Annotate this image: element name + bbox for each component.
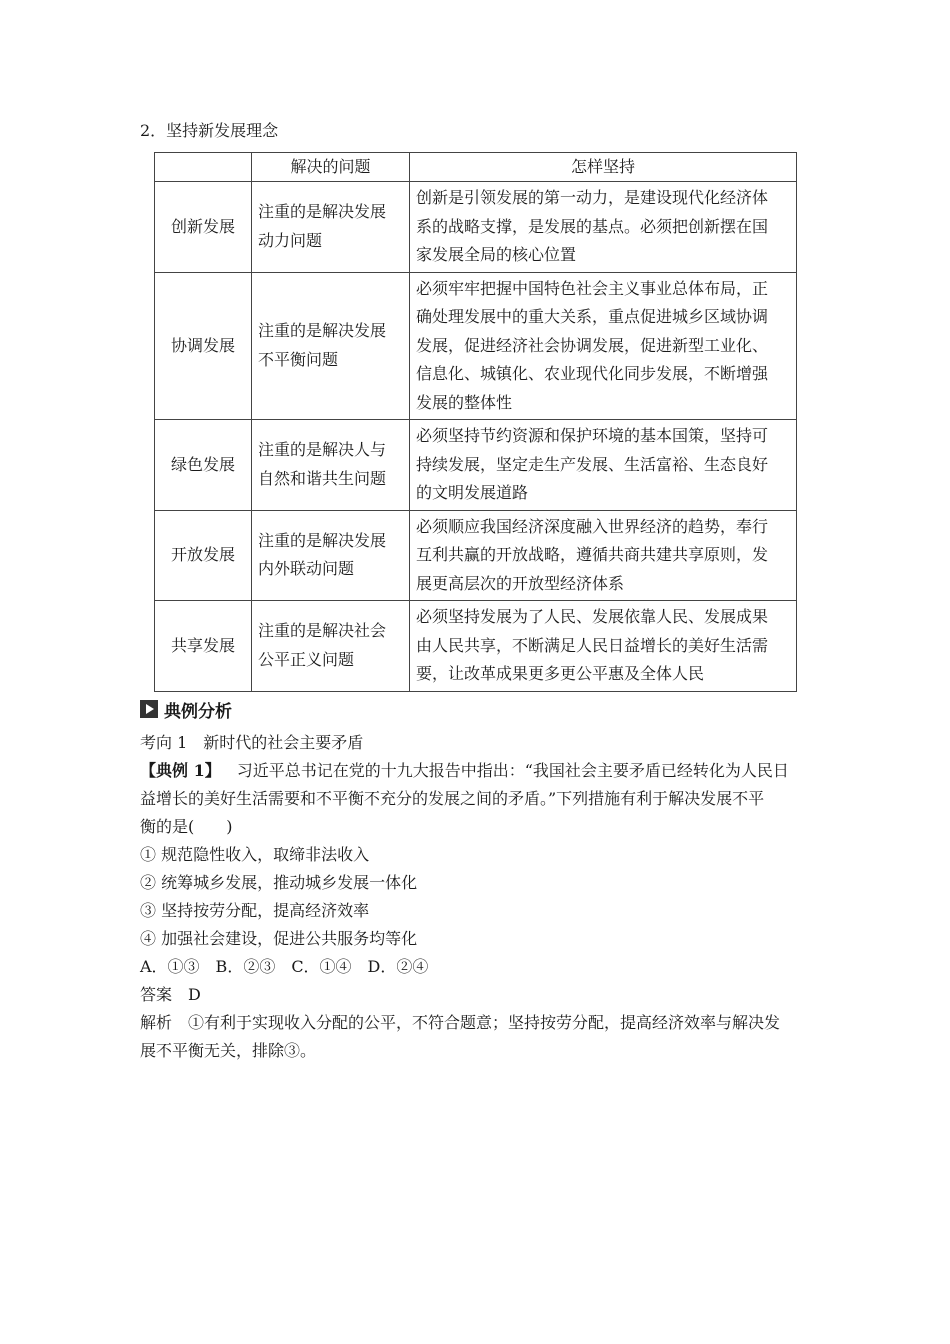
how-line: 信息化、城镇化、农业现代化同步发展，不断增强	[416, 364, 769, 383]
how-line: 必须坚持发展为了人民、发展依靠人民、发展成果	[416, 607, 769, 626]
option-item: ④ 加强社会建设，促进公共服务均等化	[140, 929, 418, 948]
option-item: ③ 坚持按劳分配，提高经济效率	[140, 901, 370, 920]
topic-line: 考向 1 新时代的社会主要矛盾	[140, 733, 364, 752]
how-line: 持续发展，坚定走生产发展、生活富裕、生态良好	[416, 454, 769, 474]
option-item: ① 规范隐性收入，取缔非法收入	[140, 845, 370, 864]
analysis-label: 解析	[140, 1013, 173, 1032]
table-row	[155, 272, 797, 420]
how-line: 系的战略支撑，是发展的基点。必须把创新摆在国	[416, 216, 769, 236]
how-line: 必须坚持节约资源和保护环境的基本国策，坚持可	[416, 426, 769, 445]
problem-cell	[252, 601, 410, 692]
problem-line: 注重的是解决发展	[258, 321, 387, 341]
problem-line: 注重的是解决社会	[258, 621, 387, 641]
how-line: 由人民共享，不断满足人民日益增长的美好生活需	[416, 635, 769, 655]
how-cell	[410, 510, 797, 601]
how-line: 互利共赢的开放战略，遵循共商共建共享原则，发	[416, 545, 769, 564]
option-item: ② 统筹城乡发展，推动城乡发展一体化	[140, 873, 418, 892]
problem-cell	[252, 182, 410, 273]
question-line	[140, 757, 820, 785]
answer-line	[140, 981, 820, 1009]
concept-name: 协调发展	[155, 272, 252, 420]
header-problem: 解决的问题	[252, 153, 410, 182]
concept-name: 共享发展	[155, 601, 252, 692]
problem-line: 注重的是解决人与	[258, 440, 387, 460]
how-line: 创新是引领发展的第一动力，是建设现代化经济体	[416, 188, 769, 207]
play-arrow-icon	[140, 700, 158, 718]
analysis-line	[140, 1009, 820, 1037]
how-line: 发展，促进经济社会协调发展，促进新型工业化、	[416, 335, 769, 355]
development-concepts-table	[154, 152, 797, 692]
problem-cell	[252, 420, 410, 511]
problem-line: 不平衡问题	[258, 349, 339, 369]
how-cell	[410, 182, 797, 273]
example-heading	[140, 698, 232, 720]
how-cell	[410, 272, 797, 420]
question-line: 衡的是( )	[140, 817, 233, 836]
concept-name: 绿色发展	[155, 420, 252, 511]
table-row	[155, 510, 797, 601]
answer-label: 答案	[140, 985, 173, 1004]
table-row	[155, 420, 797, 511]
how-cell	[410, 420, 797, 511]
question-text: 习近平总书记在党的十九大报告中指出：“我国社会主要矛盾已经转化为人民日	[236, 761, 789, 780]
example-body	[140, 729, 820, 1065]
table-row	[155, 601, 797, 692]
problem-line: 注重的是解决发展	[258, 202, 387, 222]
problem-line: 自然和谐共生问题	[258, 468, 387, 488]
how-cell	[410, 601, 797, 692]
how-line: 的文明发展道路	[416, 483, 529, 502]
problem-cell	[252, 510, 410, 601]
how-line: 展更高层次的开放型经济体系	[416, 573, 625, 593]
concept-name: 开放发展	[155, 510, 252, 601]
how-line: 发展的整体性	[416, 392, 513, 412]
problem-line: 注重的是解决发展	[258, 530, 387, 550]
answer-value: D	[188, 985, 201, 1004]
analysis-line: 展不平衡无关，排除③。	[140, 1041, 317, 1060]
concept-name: 创新发展	[155, 182, 252, 273]
table-header-row	[155, 153, 797, 182]
how-line: 必须牢牢把握中国特色社会主义事业总体布局，正	[416, 278, 769, 298]
problem-line: 内外联动问题	[258, 559, 355, 579]
table-row	[155, 182, 797, 273]
problem-cell	[252, 272, 410, 420]
header-how: 怎样坚持	[410, 153, 797, 182]
example-heading-text: 典例分析	[164, 701, 232, 722]
how-line: 必须顺应我国经济深度融入世界经济的趋势，奉行	[416, 516, 769, 536]
question-line: 益增长的美好生活需要和不平衡不充分的发展之间的矛盾。”下列措施有利于解决发展不平	[140, 789, 765, 808]
analysis-text: ①有利于实现收入分配的公平，不符合题意；坚持按劳分配，提高经济效率与解决发	[188, 1013, 781, 1032]
header-blank	[155, 153, 252, 182]
problem-line: 动力问题	[258, 230, 323, 250]
how-line: 家发展全局的核心位置	[416, 245, 577, 264]
how-line: 确处理发展中的重大关系，重点促进城乡区域协调	[416, 307, 769, 326]
problem-line: 公平正义问题	[258, 649, 355, 669]
how-line: 要，让改革成果更多更公平惠及全体人民	[416, 664, 705, 683]
example-label: 【典例 1】	[140, 761, 221, 780]
choices-line: A．①③ B．②③ C．①④ D．②④	[140, 957, 429, 976]
section-title: 2．坚持新发展理念	[140, 121, 279, 140]
